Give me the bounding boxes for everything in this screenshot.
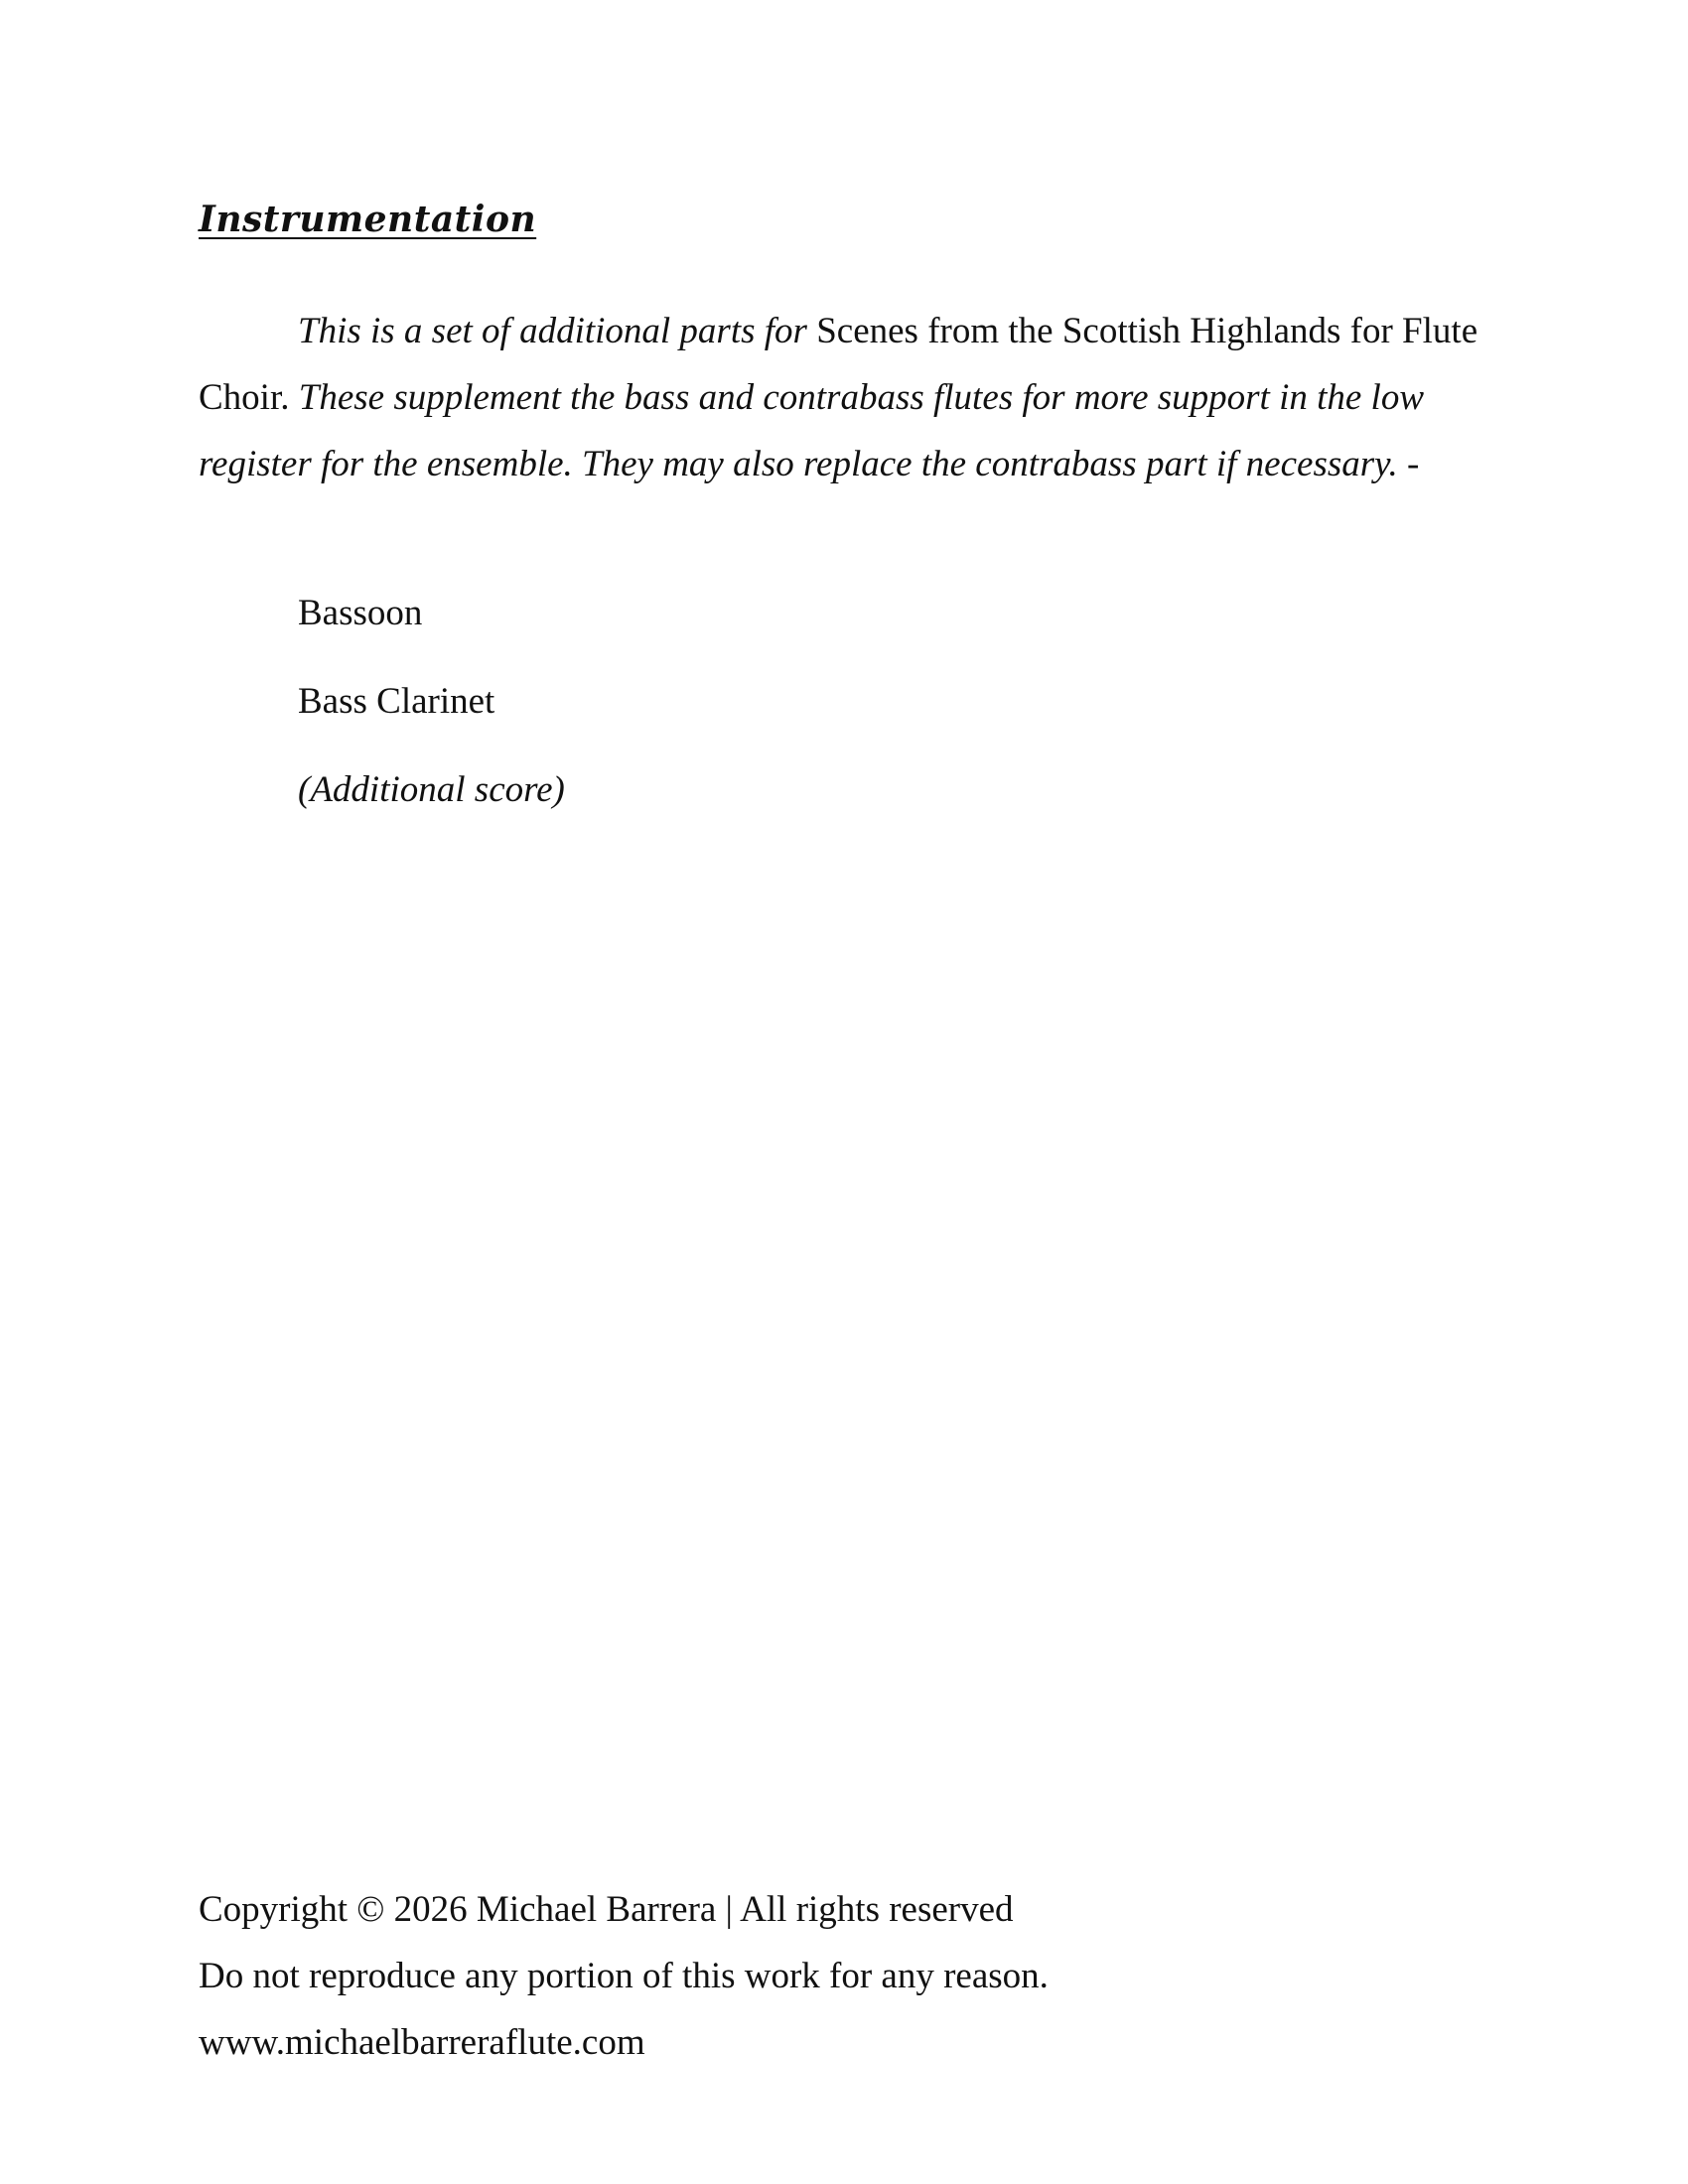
instrument-list: [298, 586, 565, 851]
intro-paragraph: [199, 298, 1489, 497]
intro-italic-lead: This is a set of additional parts for: [298, 311, 807, 351]
instrument-item-bass-clarinet: Bass Clarinet: [298, 681, 495, 722]
instrument-item-additional-score: (Additional score): [298, 769, 565, 810]
copyright-line: Copyright © 2026 Michael Barrera | All rights reserved: [199, 1889, 1014, 1930]
reproduction-notice: Do not reproduce any portion of this work for any reason.: [199, 1956, 1049, 1996]
intro-italic-body: These supplement the bass and contrabass flutes for more support in the low register for the ensemble. They may also replace the contrabass part if necessary. -: [199, 377, 1425, 484]
website-link: www.michaelbarreraflute.com: [199, 2022, 645, 2063]
instrument-item-bassoon: Bassoon: [298, 593, 423, 633]
work-title: Scenes from the Scottish Highlands for Flute Choir.: [199, 311, 1478, 418]
page-heading: Instrumentation: [199, 199, 537, 240]
footer: [199, 1876, 1049, 2076]
